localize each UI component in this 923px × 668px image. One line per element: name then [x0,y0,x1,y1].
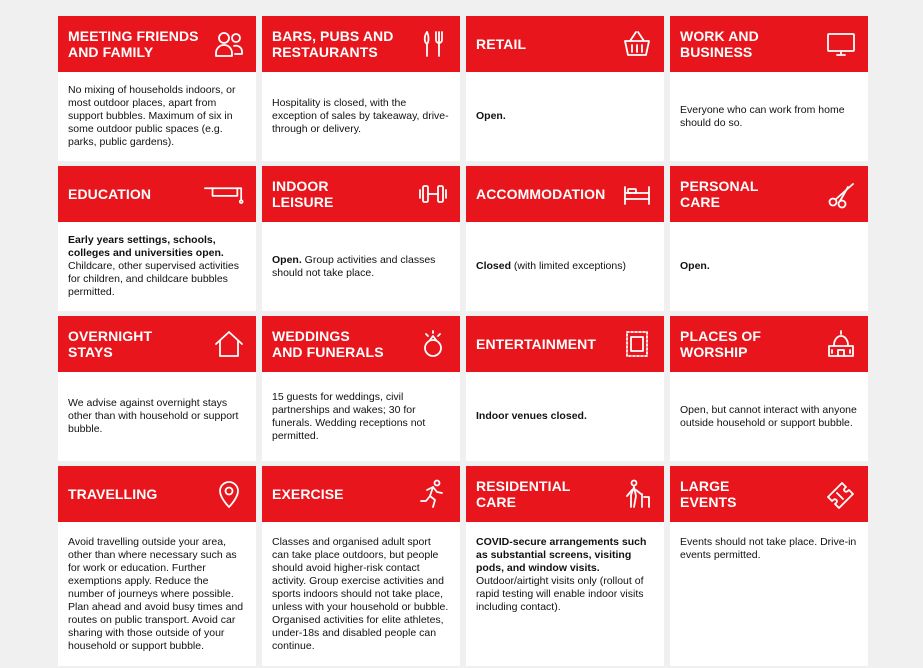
card-text: 15 guests for weddings, civil partnerships and wakes; 30 for funerals. Wedding receptions not permitted. [272,390,426,442]
monitor-icon [824,27,858,61]
card-text: Childcare, other supervised activities for children, and childcare bubbles permitted. [68,260,239,298]
card-exercise [262,466,460,666]
scissors-icon [824,177,858,211]
card-title: EXERCISE [272,486,344,502]
card-header [670,16,868,72]
card-work-business [670,16,868,161]
card-body [262,72,460,161]
card-travelling [58,466,256,666]
card-text: We advise against overnight stays other than with household or support bubble. [68,397,239,435]
card-header [58,316,256,372]
card-title: RETAIL [476,36,527,52]
card-header [466,166,664,222]
card-bold-text: Early years settings, schools, colleges and universities open. [68,234,224,259]
card-body [466,372,664,461]
card-large-events [670,466,868,666]
card-residential-care [466,466,664,666]
card-text: No mixing of households indoors, or most outdoor places, apart from support bubbles. Maximum of six in some outdoor public spaces (e.g. parks, public gardens). [68,84,236,148]
card-body [262,222,460,311]
card-text: Events should not take place. Drive-in events permitted. [680,536,857,561]
card-indoor-leisure [262,166,460,311]
basket-icon [620,27,654,61]
card-title: LARGE EVENTS [680,478,737,510]
ring-icon [416,327,450,361]
card-header [262,466,460,522]
people-icon [212,27,246,61]
card-header [58,166,256,222]
card-header [262,16,460,72]
card-body [670,522,868,666]
card-title: PLACES OF WORSHIP [680,328,762,360]
card-bold-text: Closed [476,260,512,272]
card-header [262,316,460,372]
card-text: Group activities and classes should not take place. [272,253,436,279]
elderly-person-icon [620,477,654,511]
church-icon [824,327,858,361]
card-title: BARS, PUBS AND RESTAURANTS [272,28,394,60]
card-header [262,166,460,222]
card-overnight-stays [58,316,256,461]
card-text: Avoid travelling outside your area, other than where necessary such as for work or education. Further exemptions apply. Reduce the number of journeys where possible. Plan ahead and avoid busy times and routes on public transport. Avoid car sharing with those outside of your household or support bubble. [68,536,244,652]
card-header [58,466,256,522]
bed-icon [620,177,654,211]
card-body [262,522,460,666]
card-title: PERSONAL CARE [680,178,759,210]
card-header [670,166,868,222]
card-places-of-worship [670,316,868,461]
card-body [262,372,460,461]
card-personal-care [670,166,868,311]
card-title: OVERNIGHT STAYS [68,328,153,360]
card-body [670,72,868,161]
card-header [466,466,664,522]
card-body [466,72,664,161]
card-weddings-funerals [262,316,460,461]
card-meeting-friends [58,16,256,161]
card-text: Classes and organised adult sport can take place outdoors, but people should avoid higher-risk contact activity. Group exercise activities and sports indoors should not take place, unless with your household or bubble. Organised activities for elite athletes, under-18s and disabled people can continue. [272,536,449,652]
graduation-cap-icon [202,177,246,211]
card-body [670,372,868,461]
dumbbell-icon [416,177,450,211]
cutlery-icon [416,27,450,61]
card-title: EDUCATION [68,186,152,202]
card-title: ENTERTAINMENT [476,336,597,352]
card-text: Everyone who can work from home should do so. [680,103,845,129]
card-body [466,222,664,311]
runner-icon [416,477,450,511]
card-body [58,222,256,311]
card-header [466,316,664,372]
house-icon [212,327,246,361]
card-header [58,16,256,72]
card-accommodation [466,166,664,311]
card-education [58,166,256,311]
card-body [58,72,256,161]
card-title: MEETING FRIENDS AND FAMILY [68,28,199,60]
card-bold-text: Open. [272,253,302,266]
card-title: INDOOR LEISURE [272,178,334,210]
tickets-icon [824,477,858,511]
card-bars-pubs [262,16,460,161]
restrictions-grid [58,16,868,668]
card-title: WORK AND BUSINESS [680,28,759,60]
card-title: WEDDINGS AND FUNERALS [272,328,384,360]
card-bold-text: Indoor venues closed. [476,410,587,422]
card-retail [466,16,664,161]
card-bold-text: Open. [680,260,710,272]
card-title: RESIDENTIAL CARE [476,478,571,510]
card-title: ACCOMMODATION [476,186,606,202]
card-text: Hospitality is closed, with the exception of sales by takeaway, drive-through or delivery. [272,97,449,135]
card-body [670,222,868,311]
card-title: TRAVELLING [68,486,158,502]
card-header [466,16,664,72]
card-entertainment [466,316,664,461]
ticket-stub-icon [620,327,654,361]
card-bold-text: Open. [476,110,506,122]
card-header [670,316,868,372]
card-text: (with limited exceptions) [511,260,626,272]
card-body [58,522,256,666]
card-header [670,466,868,522]
card-body [466,522,664,666]
card-text: Open, but cannot interact with anyone outside household or support bubble. [680,403,857,429]
card-bold-text: COVID-secure arrangements such as substantial screens, visiting pods, and window visits. [476,536,647,574]
card-text: Outdoor/airtight visits only (rollout of rapid testing will enable indoor visits including contact). [476,575,644,613]
card-body [58,372,256,461]
location-pin-icon [212,477,246,511]
